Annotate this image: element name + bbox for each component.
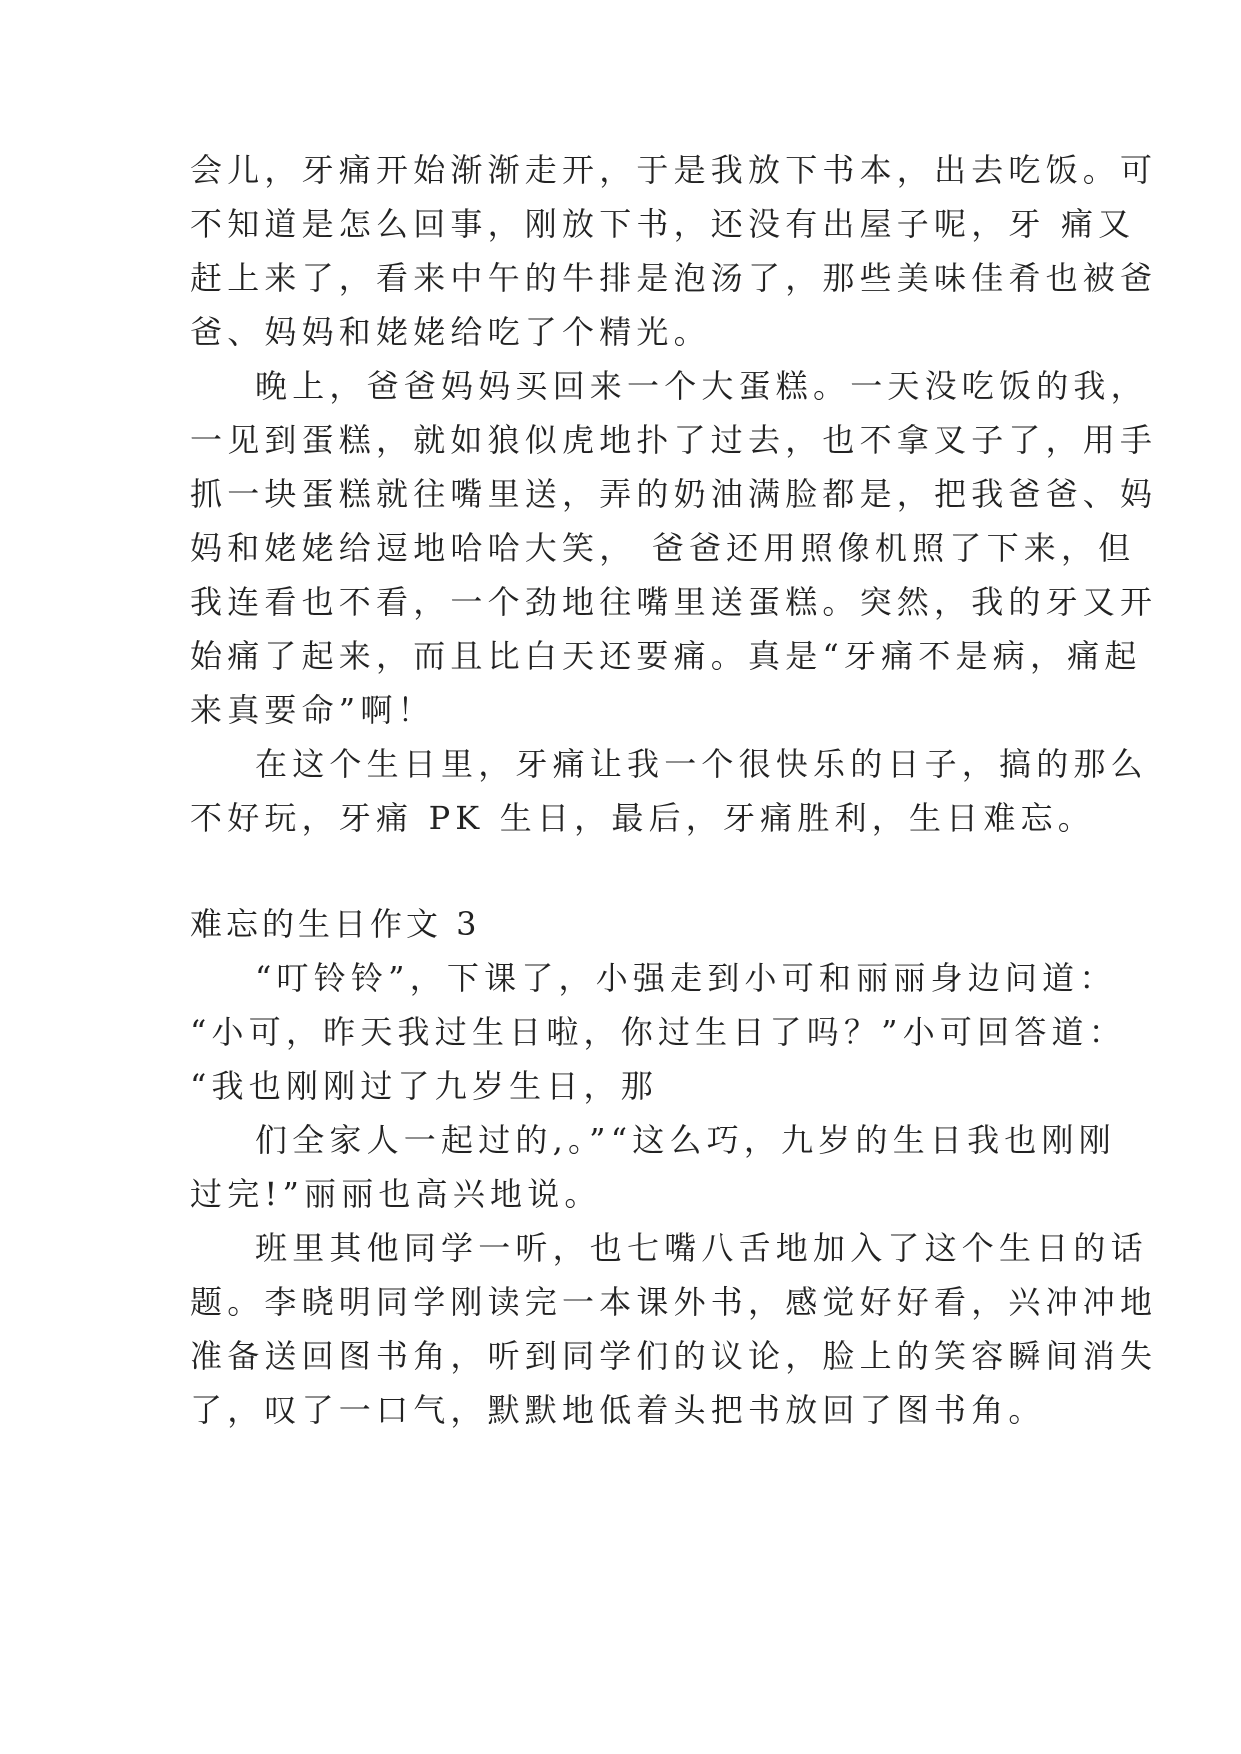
text-line: 妈和姥姥给逗地哈哈大笑， 爸爸还用照像机照了下来，但: [190, 529, 1136, 567]
text-line: “小可，昨天我过生日啦，你过生日了吗？”小可回答道：: [190, 1013, 1126, 1051]
paragraph-start: 班里其他同学一听，也七嘴八舌地加入了这个生日的话: [255, 1229, 1148, 1267]
text-line: 赶上来了，看来中午的牛排是泡汤了，那些美味佳肴也被爸: [190, 259, 1158, 297]
text-line: 会儿，牙痛开始渐渐走开，于是我放下书本，出去吃饭。可: [190, 151, 1158, 189]
paragraph-start: 在这个生日里，牙痛让我一个很快乐的日子，搞的那么: [255, 745, 1148, 783]
text-line: 过完!”丽丽也高兴地说。: [190, 1175, 602, 1213]
text-line: 来真要命”啊！: [190, 691, 435, 729]
text-line: 不知道是怎么回事，刚放下书，还没有出屋子呢，牙 痛又: [190, 205, 1136, 243]
section-heading: 难忘的生日作文 3: [190, 905, 481, 943]
text-line: 一见到蛋糕，就如狼似虎地扑了过去，也不拿叉子了，用手: [190, 421, 1158, 459]
text-line: 了，叹了一口气，默默地低着头把书放回了图书角。: [190, 1391, 1046, 1429]
text-line: 题。李晓明同学刚读完一本课外书，感觉好好看，兴冲冲地: [190, 1283, 1158, 1321]
text-line: 我连看也不看，一个劲地往嘴里送蛋糕。突然，我的牙又开: [190, 583, 1158, 621]
text-line: 抓一块蛋糕就往嘴里送，弄的奶油满脸都是，把我爸爸、妈: [190, 475, 1158, 513]
paragraph-start: 们全家人一起过的,。”“这么巧，九岁的生日我也刚刚: [255, 1121, 1116, 1159]
text-line: 准备送回图书角，听到同学们的议论，脸上的笑容瞬间消失: [190, 1337, 1158, 1375]
text-line: 爸、妈妈和姥姥给吃了个精光。: [190, 313, 711, 351]
text-line: “我也刚刚过了九岁生日，那: [190, 1067, 658, 1105]
paragraph-start: 晚上，爸爸妈妈买回来一个大蛋糕。一天没吃饭的我，: [255, 367, 1148, 405]
paragraph-start: “叮铃铃”，下课了，小强走到小可和丽丽身边问道：: [255, 959, 1117, 997]
text-line: 不好玩，牙痛 PK 生日，最后，牙痛胜利，生日难忘。: [190, 799, 1095, 837]
text-line: 始痛了起来，而且比白天还要痛。真是“牙痛不是病，痛起: [190, 637, 1142, 675]
